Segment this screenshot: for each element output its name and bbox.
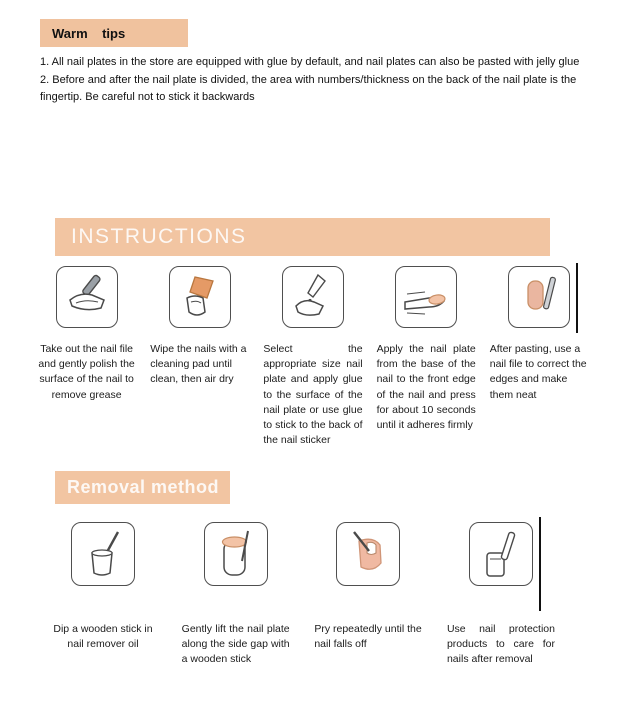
step-caption: Wipe the nails with a cleaning pad until clean, then air dry [150,343,247,386]
removal-steps-row [42,522,562,668]
warm-tips-title: Warm tips [52,25,126,41]
step-caption: Dip a wooden stick in nail remover oil [53,623,153,651]
nail-care-icon [476,529,526,579]
step-caption: Take out the nail file and gently polish the surface of the nail to remove grease [38,343,135,401]
removal-step-1 [42,522,164,668]
step-caption: Select the appropriate size nail plate and apply glue to the surface of the nail plate or use glue to stick to the back of the nail sticker [263,343,363,447]
removal-step-3 [307,522,429,668]
instructions-title: INSTRUCTIONS [71,225,247,248]
removal-method-title: Removal method [67,477,220,497]
removal-step-4 [440,522,562,668]
removal-step-1-box [71,522,135,586]
press-nail-icon [401,272,451,322]
file-edges-icon [514,272,564,322]
wipe-clean-icon [175,272,225,322]
tip-line-1: 1. All nail plates in the store are equipped with glue by default, and nail plates can also be pasted with jelly glue [40,56,580,68]
divider-line [539,517,541,611]
instruction-step-5-box [508,266,570,328]
removal-step-3-box [336,522,400,586]
instruction-step-4-box [395,266,457,328]
instruction-step-3-box [282,266,344,328]
divider-line [576,263,578,333]
wooden-stick-dip-icon [78,529,128,579]
lift-plate-icon [211,529,261,579]
step-caption: Pry repeatedly until the nail falls off [314,623,422,651]
removal-step-4-box [469,522,533,586]
removal-method-banner [55,471,230,504]
instruction-step-1-box [56,266,118,328]
step-caption: Apply the nail plate from the base of the nail to the front edge of the nail and press for about 10 seconds until it adheres firmly [376,343,476,432]
nail-file-polish-icon [62,272,112,322]
instruction-step-1 [30,266,143,449]
instructions-banner [55,218,550,256]
step-caption: Gently lift the nail plate along the side gap with a wooden stick [181,623,290,666]
instruction-step-5 [483,266,596,449]
removal-step-2-box [204,522,268,586]
step-caption: Use nail protection products to care for nails after removal [446,623,555,666]
warm-tips-banner [40,19,188,47]
instructions-steps-row [30,266,596,449]
step-caption: After pasting, use a nail file to correct the edges and make them neat [489,343,587,401]
instruction-step-4 [370,266,483,449]
warm-tips-text [40,54,582,107]
instruction-step-2-box [169,266,231,328]
removal-step-2 [175,522,297,668]
apply-glue-icon [288,272,338,322]
instruction-step-3 [256,266,369,449]
instruction-step-2 [143,266,256,449]
tip-line-2: 2. Before and after the nail plate is divided, the area with numbers/thickness on the back of the nail plate is the fingertip. Be careful not to stick it backwards [40,74,577,104]
pry-nail-icon [343,529,393,579]
